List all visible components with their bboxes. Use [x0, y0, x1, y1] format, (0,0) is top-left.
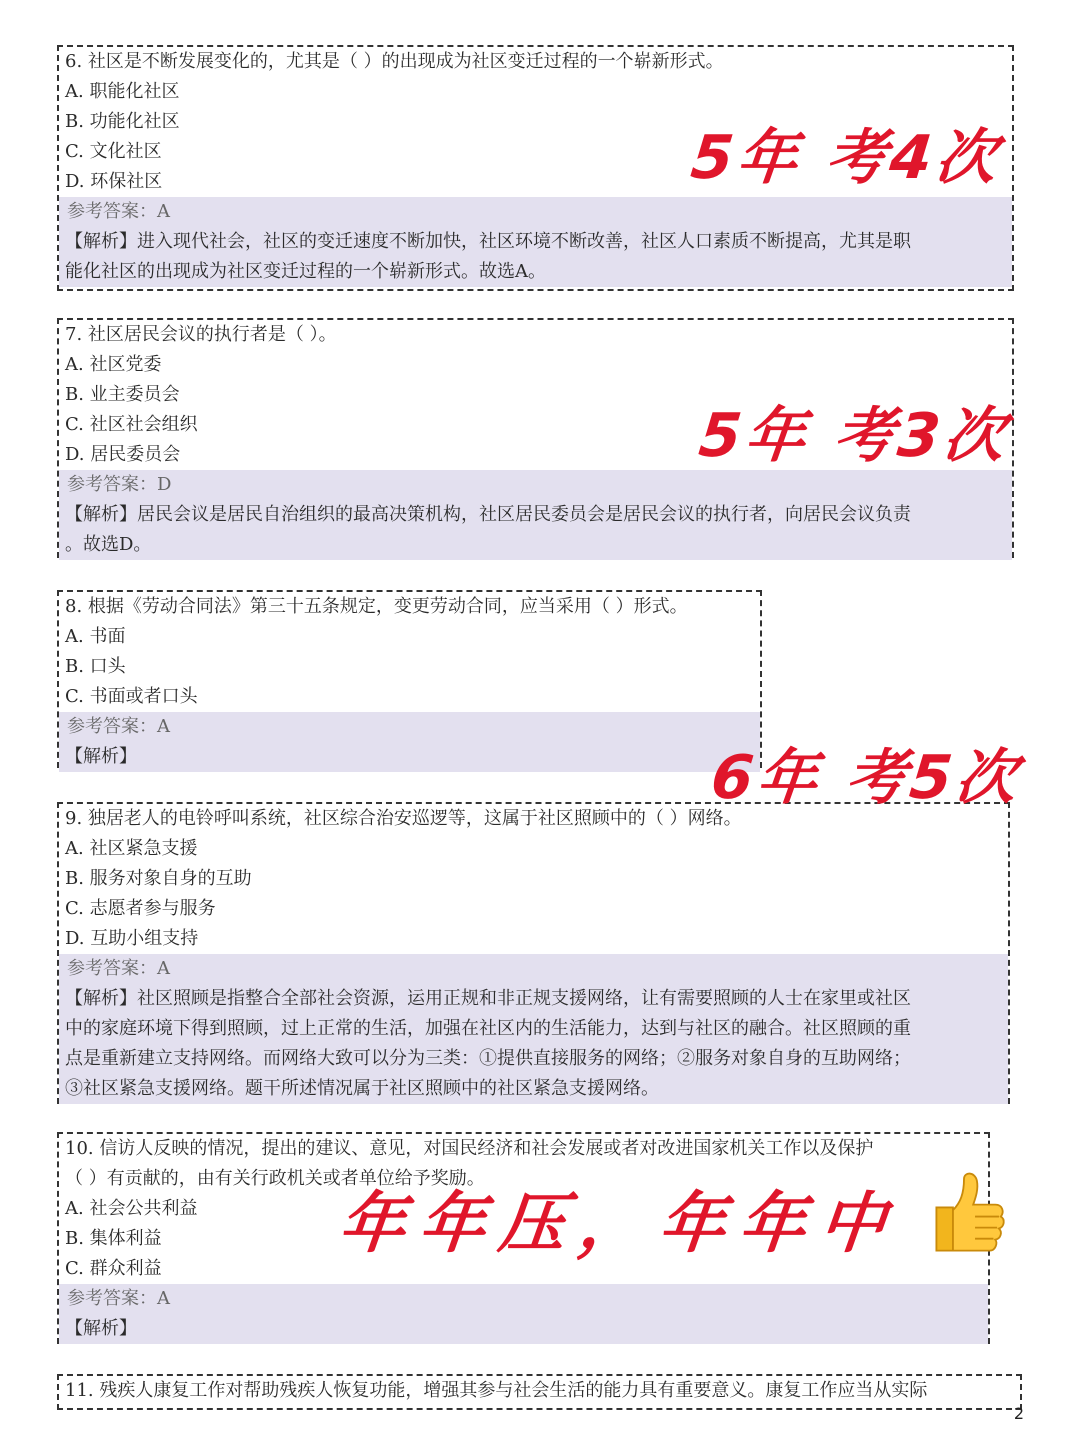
question-7-answer: 参考答案：D [67, 474, 172, 495]
question-10-option-b: B. 集体利益 [65, 1228, 162, 1249]
annotation-q10-slogan: 年年压，年年中 [335, 1185, 904, 1262]
question-8-option-a: A. 书面 [65, 626, 126, 647]
question-9-explanation-1: 【解析】社区照顾是指整合全部社会资源，运用正规和非正规支援网络，让有需要照顾的人士在家里或社区 [65, 988, 911, 1009]
question-6-explanation-2: 能化社区的出现成为社区变迁过程的一个崭新形式。故选A。 [65, 261, 546, 282]
question-9-explanation-4: ③社区紧急支援网络。题干所述情况属于社区照顾中的社区紧急支援网络。 [65, 1078, 659, 1099]
question-11-card [57, 1374, 1022, 1410]
question-11-stem: 11. 残疾人康复工作对帮助残疾人恢复功能，增强其参与社会生活的能力具有重要意义。康复工作应当从实际 [65, 1380, 928, 1401]
question-8-answer-block [59, 712, 760, 772]
question-10-answer-block [59, 1284, 988, 1344]
question-9-explanation-3: 点是重新建立支持网络。而网络大致可以分为三类：①提供直接服务的网络；②服务对象自身的互助网络； [65, 1048, 911, 1069]
question-10-explanation: 【解析】 [65, 1318, 137, 1339]
question-6-option-a: A. 职能化社区 [65, 81, 180, 102]
question-6-option-d: D. 环保社区 [65, 171, 163, 192]
question-6-stem: 6. 社区是不断发展变化的，尤其是（ ）的出现成为社区变迁过程的一个崭新形式。 [65, 51, 724, 72]
question-9-stem: 9. 独居老人的电铃呼叫系统，社区综合治安巡逻等，这属于社区照顾中的（ ）网络。 [65, 808, 742, 829]
annotation-q6-frequency: 5年 考4次 [687, 123, 1004, 193]
question-8-answer: 参考答案：A [67, 716, 170, 737]
question-7-stem: 7. 社区居民会议的执行者是（ ）。 [65, 324, 337, 345]
question-7-option-b: B. 业主委员会 [65, 384, 180, 405]
question-10-option-c: C. 群众利益 [65, 1258, 162, 1279]
question-9-answer: 参考答案：A [67, 958, 170, 979]
question-7-option-d: D. 居民委员会 [65, 444, 181, 465]
question-9-explanation-2: 中的家庭环境下得到照顾，过上正常的生活，加强在社区内的生活能力，达到与社区的融合。社区照顾的重 [65, 1018, 911, 1039]
question-6-answer: 参考答案：A [67, 201, 170, 222]
question-10-stem: 10. 信访人反映的情况，提出的建议、意见，对国民经济和社会发展或者对改进国家机关工作以及保护 [65, 1138, 874, 1159]
question-10-option-a: A. 社会公共利益 [65, 1198, 198, 1219]
question-9-answer-block [59, 954, 1008, 1104]
question-6-option-c: C. 文化社区 [65, 141, 162, 162]
page-number: 2 [1013, 1404, 1024, 1423]
question-8-card [57, 590, 762, 768]
question-9-card [57, 802, 1010, 1104]
question-6-option-b: B. 功能化社区 [65, 111, 180, 132]
annotation-q8-frequency: 6年 考5次 [707, 743, 1024, 813]
question-7-explanation-2: 。故选D。 [65, 534, 152, 555]
question-8-option-b: B. 口头 [65, 656, 126, 677]
question-9-option-a: A. 社区紧急支援 [65, 838, 198, 859]
question-7-explanation-1: 【解析】居民会议是居民自治组织的最高决策机构，社区居民委员会是居民会议的执行者，向居民会议负责 [65, 504, 911, 525]
question-6-explanation-1: 【解析】进入现代社会，社区的变迁速度不断加快，社区环境不断改善，社区人口素质不断提高，尤其是职 [65, 231, 911, 252]
question-10-stem-continued: （ ）有贡献的，由有关行政机关或者单位给予奖励。 [65, 1168, 485, 1189]
annotation-q7-frequency: 5年 考3次 [695, 401, 1012, 471]
question-8-option-c: C. 书面或者口头 [65, 686, 198, 707]
question-9-option-d: D. 互助小组支持 [65, 928, 199, 949]
question-9-option-c: C. 志愿者参与服务 [65, 898, 216, 919]
thumbs-up-icon [918, 1166, 1010, 1258]
question-7-answer-block [59, 470, 1012, 560]
question-7-option-a: A. 社区党委 [65, 354, 162, 375]
question-8-explanation: 【解析】 [65, 746, 137, 767]
question-7-option-c: C. 社区社会组织 [65, 414, 198, 435]
question-8-stem: 8. 根据《劳动合同法》第三十五条规定，变更劳动合同，应当采用（ ）形式。 [65, 596, 688, 617]
question-6-answer-block [59, 197, 1012, 287]
question-9-option-b: B. 服务对象自身的互助 [65, 868, 252, 889]
question-10-answer: 参考答案：A [67, 1288, 170, 1309]
